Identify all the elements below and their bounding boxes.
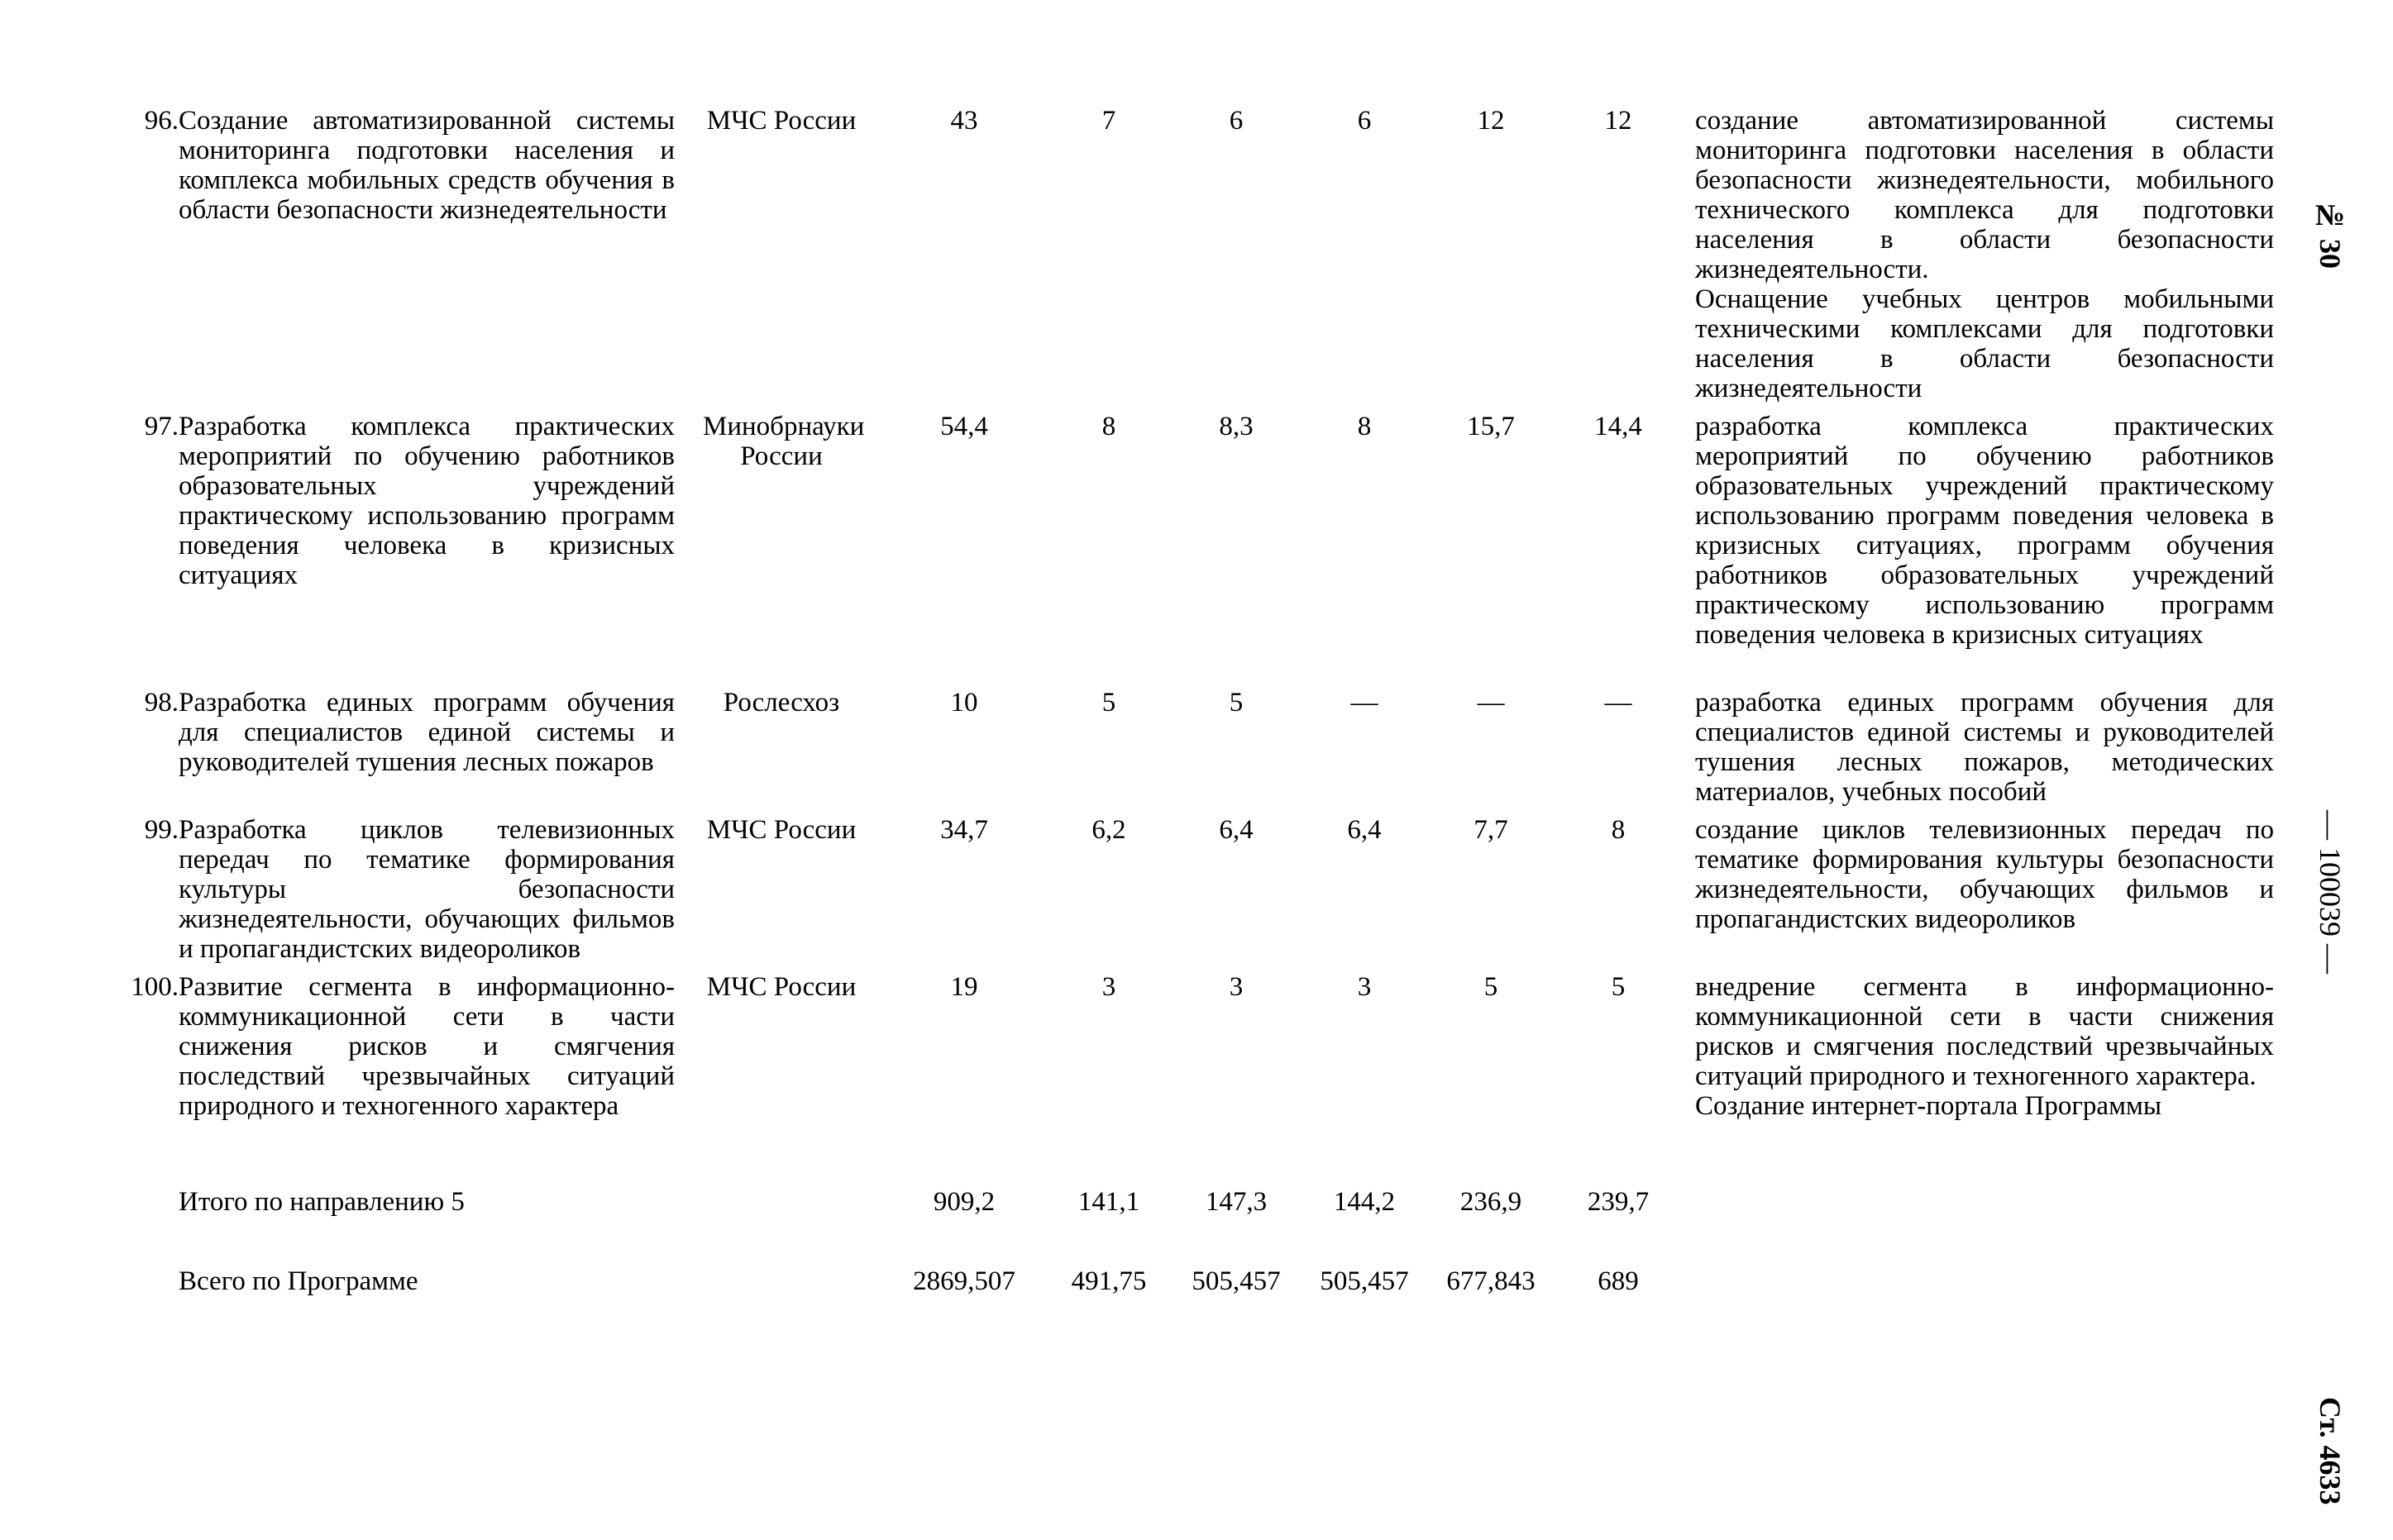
value-total: 43 [950,106,978,136]
value-year-4: 677,843 [1446,1266,1536,1296]
value-year-2: 5 [1229,688,1244,718]
expected-result [1695,106,2274,403]
value-year-4: — [1477,688,1505,718]
result-text-2: Оснащение учебных центров мобильными техническими комплексами для подготовки населения в области безопасности жизнедеятельности [1695,284,2274,403]
result-text: внедрение сегмента в информационно-коммуникационной сети в части снижения рисков и смягчения последствий чрезвычайных ситуаций природного и техногенного характера. [1695,972,2274,1091]
value-year-4: 15,7 [1467,412,1515,441]
value-year-5: 14,4 [1594,412,1642,441]
value-year-2: 147,3 [1205,1187,1268,1217]
value-year-2: 3 [1229,972,1244,1002]
value-year-4: 7,7 [1474,815,1508,845]
measure-name: Разработка циклов телевизионных передач по тематике формирования культуры безопасности жизнедеятельности, обучающих фильмов и пропагандистских видеороликов [179,815,675,964]
value-year-4: 12 [1477,106,1505,136]
measure-name: Развитие сегмента в информационно-коммуникационной сети в части снижения рисков и смягчения последствий чрезвычайных ситуаций природного и техногенного характера [179,972,675,1121]
agency: Минобрнауки России [703,412,865,471]
measure-name: Создание автоматизированной системы мониторинга подготовки населения и комплекса мобильных средств обучения в области безопасности жизнедеятельности [179,106,675,225]
result-text: создание автоматизированной системы мониторинга подготовки населения в области безопасности жизнедеятельности, мобильного технического комплекса для подготовки населения в области безопасности жизнедеятельности. [1695,106,2274,284]
row-number: 99. [144,815,179,845]
grand-total-label: Всего по Программе [179,1266,418,1296]
value-year-5: 689 [1598,1266,1639,1296]
row-number: 97. [144,412,179,441]
value-year-5: 8 [1611,815,1626,845]
row-number: 96. [144,106,179,136]
row-number: 98. [144,688,179,718]
measure-name: Разработка единых программ обучения для специалистов единой системы и руководителей тушения лесных пожаров [179,688,675,777]
value-year-2: 8,3 [1219,412,1254,441]
value-year-1: 3 [1101,972,1116,1002]
agency: МЧС России [706,106,857,136]
value-year-4: 236,9 [1459,1187,1522,1217]
row-number: 100. [131,972,179,1002]
result-text-2: Создание интернет-портала Программы [1695,1091,2162,1121]
issue-number: № 30 [2314,198,2347,269]
value-total: 34,7 [940,815,988,845]
expected-result: разработка комплекса практических мероприятий по обучению работников образовательных учреждений практическому использованию программ поведения человека в кризисных ситуациях, программ обучения работников образовательных учреждений практическому использованию программ поведения человека в кризисных ситуациях [1695,412,2274,650]
page-number: Ст. 4633 [2314,1397,2347,1505]
value-year-5: 5 [1611,972,1626,1002]
running-head [2314,91,2365,1505]
value-year-3: — [1350,688,1378,718]
document-number: — 100039 — [2314,810,2347,974]
expected-result: разработка единых программ обучения для специалистов единой системы и руководителей тушения лесных пожаров, методических материалов, учебных пособий [1695,688,2274,807]
value-year-3: 6,4 [1347,815,1382,845]
value-year-4: 5 [1483,972,1498,1002]
value-year-1: 5 [1101,688,1116,718]
value-year-5: 12 [1604,106,1632,136]
value-year-1: 491,75 [1071,1266,1147,1296]
value-year-3: 8 [1357,412,1372,441]
value-year-2: 6 [1229,106,1244,136]
measure-name: Разработка комплекса практических мероприятий по обучению работников образовательных учреждений практическому использованию программ поведения человека в кризисных ситуациях [179,412,675,590]
value-year-1: 7 [1101,106,1116,136]
expected-result: создание циклов телевизионных передач по тематике формирования культуры безопасности жизнедеятельности, обучающих фильмов и пропагандистских видеороликов [1695,815,2274,934]
agency: Рослесхоз [723,688,840,718]
value-total: 10 [950,688,978,718]
value-year-3: 6 [1357,106,1372,136]
agency: МЧС России [706,815,857,845]
value-total: 19 [950,972,978,1002]
value-year-1: 8 [1101,412,1116,441]
value-year-1: 6,2 [1091,815,1126,845]
expected-result [1695,972,2274,1121]
value-year-2: 505,457 [1192,1266,1281,1296]
value-year-5: 239,7 [1587,1187,1650,1217]
value-year-1: 141,1 [1077,1187,1140,1217]
subtotal-label: Итого по направлению 5 [179,1187,465,1217]
value-total: 54,4 [940,412,988,441]
value-year-2: 6,4 [1219,815,1254,845]
agency: МЧС России [706,972,857,1002]
value-year-3: 3 [1357,972,1372,1002]
value-total: 2869,507 [913,1266,1015,1296]
value-year-3: 505,457 [1320,1266,1409,1296]
value-year-3: 144,2 [1333,1187,1396,1217]
value-total: 909,2 [933,1187,996,1217]
value-year-5: — [1604,688,1632,718]
